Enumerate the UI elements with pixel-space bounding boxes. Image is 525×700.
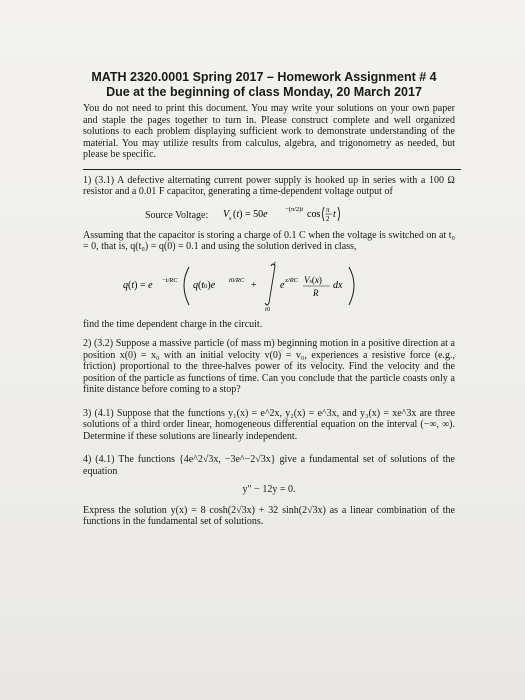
svg-text:2: 2: [326, 214, 330, 223]
svg-text:Vs(x): Vs(x): [304, 274, 322, 285]
problem-4-equation: y″ − 12y = 0.: [242, 484, 296, 495]
svg-text:+: +: [251, 279, 257, 291]
source-voltage-formula: [223, 198, 343, 228]
svg-text:R: R: [313, 287, 319, 298]
svg-text:x/RC: x/RC: [285, 276, 298, 284]
charge-solution-svg: [123, 257, 373, 313]
title-line-1: MATH 2320.0001 Spring 2017 – Homework Assignment # 4: [91, 70, 437, 84]
svg-text:π: π: [326, 205, 330, 214]
problem-4-text: 4) (4.1) The functions {4e^2√3x, −3e^−2√3x} give a fundamental set of solutions of the equation: [83, 454, 455, 477]
svg-text:−(π/2)t: −(π/2)t: [285, 205, 304, 213]
svg-text:q(t0)e: q(t0)e: [193, 279, 216, 291]
svg-text:(t) = 50e: (t) = 50e: [233, 208, 268, 220]
problem-1-text: 1) (3.1) A defective alternating current power supply is hooked up in series with a 100 Ω resistor and a 0.01 F capacitor, generating a time-dependent voltage output of: [83, 174, 455, 197]
problem-4-express: Express the solution y(x) = 8 cosh(2√3x) + 32 sinh(2√3x) as a linear combination of the functions in the fundamental set of solutions.: [83, 504, 455, 527]
svg-text:e: e: [280, 279, 285, 291]
problem-1-question: find the time dependent charge in the circuit.: [83, 318, 263, 330]
svg-text:−t/RC: −t/RC: [162, 276, 178, 284]
svg-text:q(t) = e: q(t) = e: [123, 279, 153, 291]
svg-text:t: t: [333, 208, 336, 220]
svg-text:t0: t0: [265, 305, 271, 313]
problem-1-assumption: Assuming that the capacitor is storing a charge of 0.1 C when the voltage is switched on at t₀ = 0, that is, q(t₀) = q(0) = 0.1 and using the solution derived in class,: [83, 229, 455, 252]
svg-text:cos: cos: [307, 208, 321, 220]
problem-3: 3) (4.1) Suppose that the functions y₁(x) = e^2x, y₂(x) = e^3x, and y₃(x) = xe^3x are three solutions of a third order linear, homogeneous differential equation on the interval (−∞, ∞). Determine if these solutions are linearly independent.: [83, 407, 455, 442]
svg-text:dx: dx: [333, 279, 343, 291]
charge-solution-formula: [83, 257, 455, 313]
svg-text:t: t: [274, 259, 276, 267]
svg-text:V: V: [223, 208, 230, 220]
svg-text:s: s: [229, 214, 232, 222]
homework-content: [83, 70, 455, 528]
title-line-2: Due at the beginning of class Monday, 20 March 2017: [106, 85, 422, 99]
svg-text:t0/RC: t0/RC: [229, 276, 245, 284]
section-divider: [83, 169, 461, 170]
intro-paragraph: You do not need to print this document. You may write your solutions on your own paper and staple the pages together to turn in. Please construct complete and well organized solutions to each problem displaying sufficient work to demonstrate understanding of the material. You may utilize results from calculus, algebra, and trigonometry as needed, but please be specific.: [83, 103, 455, 160]
problem-1: [83, 175, 455, 331]
problem-2: 2) (3.2) Suppose a massive particle (of mass m) beginning motion in a positive direction at a position x(0) = x₀ with an initial velocity v(0) = v₀, experiences a resistive force (e.g., friction) proportional to the three-halves power of its velocity. Find the velocity and the position of the particle as functions of time. Can you conclude that the particle coasts only a finite distance before coming to a stop?: [83, 338, 455, 395]
source-voltage-line: [83, 198, 455, 228]
source-voltage-label: Source Voltage:: [145, 209, 209, 221]
